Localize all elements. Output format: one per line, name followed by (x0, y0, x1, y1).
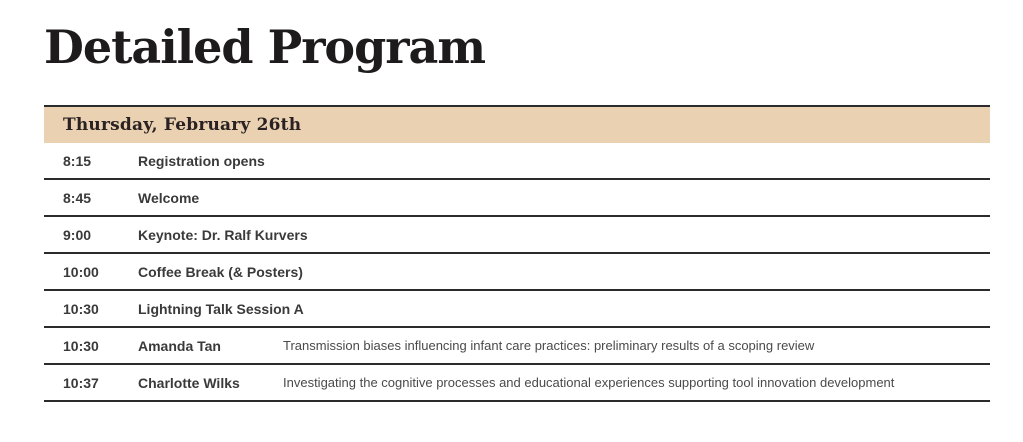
row-talk-title: Transmission biases influencing infant care practices: preliminary results of a scoping review (283, 338, 815, 354)
row-label: Lightning Talk Session A (138, 300, 304, 317)
row-label: Coffee Break (& Posters) (138, 263, 303, 280)
table-row (44, 291, 990, 328)
row-time: 10:30 (63, 337, 99, 354)
table-row (44, 217, 990, 254)
row-speaker-name: Charlotte Wilks (138, 374, 240, 391)
table-row (44, 254, 990, 291)
program-table (44, 105, 990, 402)
table-row (44, 328, 990, 365)
row-time: 8:45 (63, 189, 92, 206)
row-time: 8:15 (63, 152, 92, 169)
day-header-label: Thursday, February 26th (63, 115, 302, 136)
table-row (44, 143, 990, 180)
page-title: Detailed Program (44, 20, 485, 74)
row-label: Keynote: Dr. Ralf Kurvers (138, 226, 308, 243)
row-time: 10:00 (63, 263, 99, 280)
row-speaker-name: Amanda Tan (138, 337, 221, 354)
row-talk-title: Investigating the cognitive processes and educational experiences supporting tool innovation development (283, 375, 895, 391)
row-label: Welcome (138, 189, 200, 206)
row-time: 9:00 (63, 226, 92, 243)
day-header (44, 105, 990, 143)
row-time: 10:37 (63, 374, 99, 391)
row-time: 10:30 (63, 300, 99, 317)
program-page (0, 20, 1023, 442)
row-label: Registration opens (138, 152, 265, 169)
table-row (44, 180, 990, 217)
table-row (44, 365, 990, 402)
